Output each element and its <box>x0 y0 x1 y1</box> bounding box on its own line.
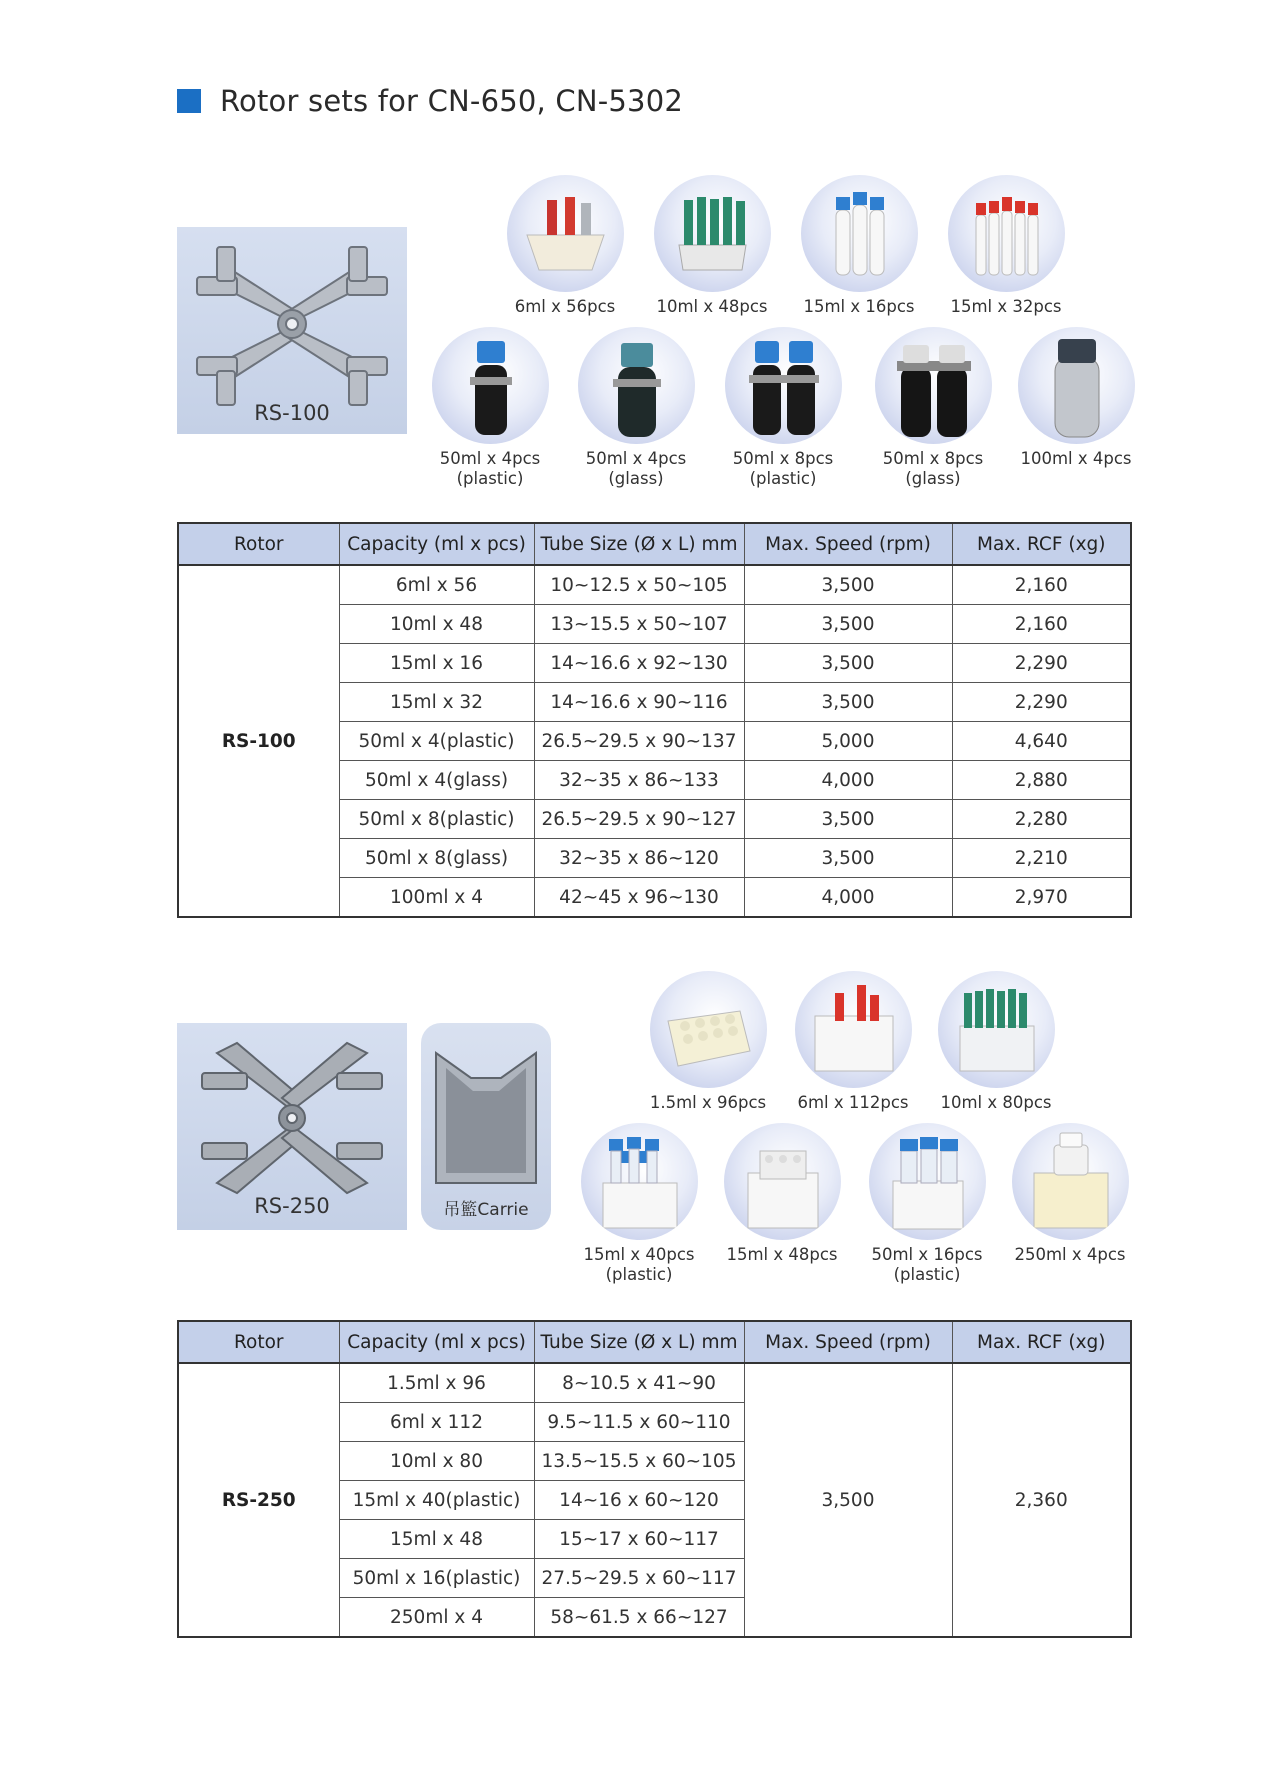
speed-cell: 4,000 <box>744 761 952 800</box>
rcf-cell: 2,880 <box>952 761 1131 800</box>
capacity-cell: 1.5ml x 96 <box>339 1363 534 1403</box>
rs250-item-4 <box>564 1123 714 1285</box>
tube-cell: 27.5~29.5 x 60~117 <box>534 1559 744 1598</box>
rs250-item-5 <box>707 1123 857 1265</box>
tube-cell: 9.5~11.5 x 60~110 <box>534 1403 744 1442</box>
rs100-item-4 <box>931 175 1081 317</box>
header-max-rcf: Max. RCF (xg) <box>952 1321 1131 1363</box>
rotor-cell: RS-100 <box>178 565 339 917</box>
item-caption: 1.5ml x 96pcs <box>649 1093 767 1112</box>
item-caption: 15ml x 16pcs <box>803 297 915 316</box>
rs100-item-5 <box>415 327 565 489</box>
item-caption: 15ml x 40pcs (plastic) <box>583 1245 695 1284</box>
tube-cell: 15~17 x 60~117 <box>534 1520 744 1559</box>
speed-cell: 3,500 <box>744 800 952 839</box>
capacity-cell: 50ml x 8(glass) <box>339 839 534 878</box>
item-caption: 50ml x 8pcs (plastic) <box>732 449 834 488</box>
table-row <box>178 565 1131 605</box>
tube-holder-image <box>725 327 842 444</box>
rcf-cell: 2,290 <box>952 644 1131 683</box>
capacity-cell: 15ml x 16 <box>339 644 534 683</box>
rcf-cell: 2,970 <box>952 878 1131 918</box>
table-header-row <box>178 1321 1131 1363</box>
tube-holder-image <box>795 971 912 1088</box>
speed-cell: 3,500 <box>744 839 952 878</box>
tube-cell: 32~35 x 86~120 <box>534 839 744 878</box>
item-caption: 50ml x 16pcs (plastic) <box>871 1245 983 1284</box>
rs100-item-1 <box>490 175 640 317</box>
title-square-icon <box>177 89 201 113</box>
page-title-text: Rotor sets for CN-650, CN-5302 <box>220 84 683 118</box>
rs100-item-6 <box>561 327 711 489</box>
rs250-item-1 <box>633 971 783 1113</box>
item-caption: 15ml x 32pcs <box>950 297 1062 316</box>
carrier-label: 吊籃Carrie <box>443 1200 529 1220</box>
speed-cell: 4,000 <box>744 878 952 918</box>
tube-holder-image <box>1012 1123 1129 1240</box>
tube-holder-image <box>724 1123 841 1240</box>
tube-holder-image <box>1018 327 1135 444</box>
tube-holder-image <box>507 175 624 292</box>
header-tube-size: Tube Size (Ø x L) mm <box>534 523 744 565</box>
rs100-rotor-label: RS-100 <box>254 401 330 425</box>
capacity-cell: 50ml x 16(plastic) <box>339 1559 534 1598</box>
capacity-cell: 10ml x 80 <box>339 1442 534 1481</box>
header-tube-size: Tube Size (Ø x L) mm <box>534 1321 744 1363</box>
rs250-item-6 <box>852 1123 1002 1285</box>
rs100-item-8 <box>858 327 1008 489</box>
speed-cell: 3,500 <box>744 683 952 722</box>
capacity-cell: 50ml x 4(glass) <box>339 761 534 800</box>
rs250-spec-table <box>177 1320 1132 1638</box>
tube-cell: 14~16.6 x 90~116 <box>534 683 744 722</box>
rs100-item-9 <box>1001 327 1151 469</box>
item-caption: 50ml x 4pcs (plastic) <box>439 449 541 488</box>
rs100-rotor-photo <box>177 227 407 434</box>
tube-cell: 13.5~15.5 x 60~105 <box>534 1442 744 1481</box>
tube-holder-image <box>654 175 771 292</box>
rcf-cell: 2,210 <box>952 839 1131 878</box>
header-capacity: Capacity (ml x pcs) <box>339 1321 534 1363</box>
speed-cell: 3,500 <box>744 644 952 683</box>
item-caption: 15ml x 48pcs <box>726 1245 838 1264</box>
page-title <box>177 84 683 118</box>
header-max-speed: Max. Speed (rpm) <box>744 1321 952 1363</box>
tube-cell: 13~15.5 x 50~107 <box>534 605 744 644</box>
rcf-cell: 2,280 <box>952 800 1131 839</box>
tube-cell: 14~16 x 60~120 <box>534 1481 744 1520</box>
tube-holder-image <box>650 971 767 1088</box>
rcf-cell: 2,290 <box>952 683 1131 722</box>
rcf-cell: 2,160 <box>952 605 1131 644</box>
capacity-cell: 250ml x 4 <box>339 1598 534 1638</box>
capacity-cell: 50ml x 8(plastic) <box>339 800 534 839</box>
rs250-rotor-label: RS-250 <box>254 1194 330 1218</box>
tube-holder-image <box>869 1123 986 1240</box>
tube-cell: 8~10.5 x 41~90 <box>534 1363 744 1403</box>
item-caption: 50ml x 8pcs (glass) <box>882 449 984 488</box>
speed-cell: 5,000 <box>744 722 952 761</box>
header-max-speed: Max. Speed (rpm) <box>744 523 952 565</box>
tube-holder-image <box>581 1123 698 1240</box>
capacity-cell: 100ml x 4 <box>339 878 534 918</box>
header-rotor: Rotor <box>178 523 339 565</box>
capacity-cell: 15ml x 40(plastic) <box>339 1481 534 1520</box>
speed-cell: 3,500 <box>744 1363 952 1637</box>
table-row <box>178 1363 1131 1403</box>
item-caption: 50ml x 4pcs (glass) <box>585 449 687 488</box>
tube-cell: 26.5~29.5 x 90~137 <box>534 722 744 761</box>
item-caption: 250ml x 4pcs <box>1014 1245 1126 1264</box>
rs250-item-7 <box>995 1123 1145 1265</box>
capacity-cell: 6ml x 112 <box>339 1403 534 1442</box>
item-caption: 10ml x 80pcs <box>940 1093 1052 1112</box>
header-capacity: Capacity (ml x pcs) <box>339 523 534 565</box>
rs250-rotor-photo <box>177 1023 407 1230</box>
tube-holder-image <box>948 175 1065 292</box>
tube-holder-image <box>938 971 1055 1088</box>
tube-cell: 26.5~29.5 x 90~127 <box>534 800 744 839</box>
item-caption: 6ml x 112pcs <box>797 1093 909 1112</box>
header-rotor: Rotor <box>178 1321 339 1363</box>
rs100-spec-table <box>177 522 1132 918</box>
carrier-photo <box>421 1023 551 1230</box>
rs100-item-3 <box>784 175 934 317</box>
tube-holder-image <box>875 327 992 444</box>
item-caption: 100ml x 4pcs <box>1020 449 1132 468</box>
capacity-cell: 10ml x 48 <box>339 605 534 644</box>
rcf-cell: 4,640 <box>952 722 1131 761</box>
rs100-item-2 <box>637 175 787 317</box>
tube-holder-image <box>578 327 695 444</box>
tube-cell: 32~35 x 86~133 <box>534 761 744 800</box>
tube-cell: 14~16.6 x 92~130 <box>534 644 744 683</box>
rs250-item-3 <box>921 971 1071 1113</box>
item-caption: 10ml x 48pcs <box>656 297 768 316</box>
capacity-cell: 50ml x 4(plastic) <box>339 722 534 761</box>
speed-cell: 3,500 <box>744 605 952 644</box>
rcf-cell: 2,360 <box>952 1363 1131 1637</box>
tube-holder-image <box>801 175 918 292</box>
capacity-cell: 15ml x 32 <box>339 683 534 722</box>
tube-cell: 10~12.5 x 50~105 <box>534 565 744 605</box>
speed-cell: 3,500 <box>744 565 952 605</box>
rs100-item-7 <box>708 327 858 489</box>
item-caption: 6ml x 56pcs <box>514 297 616 316</box>
capacity-cell: 6ml x 56 <box>339 565 534 605</box>
header-max-rcf: Max. RCF (xg) <box>952 523 1131 565</box>
tube-cell: 58~61.5 x 66~127 <box>534 1598 744 1638</box>
rotor-cell: RS-250 <box>178 1363 339 1637</box>
tube-cell: 42~45 x 96~130 <box>534 878 744 918</box>
tube-holder-image <box>432 327 549 444</box>
rs250-item-2 <box>778 971 928 1113</box>
rcf-cell: 2,160 <box>952 565 1131 605</box>
capacity-cell: 15ml x 48 <box>339 1520 534 1559</box>
table-header-row <box>178 523 1131 565</box>
